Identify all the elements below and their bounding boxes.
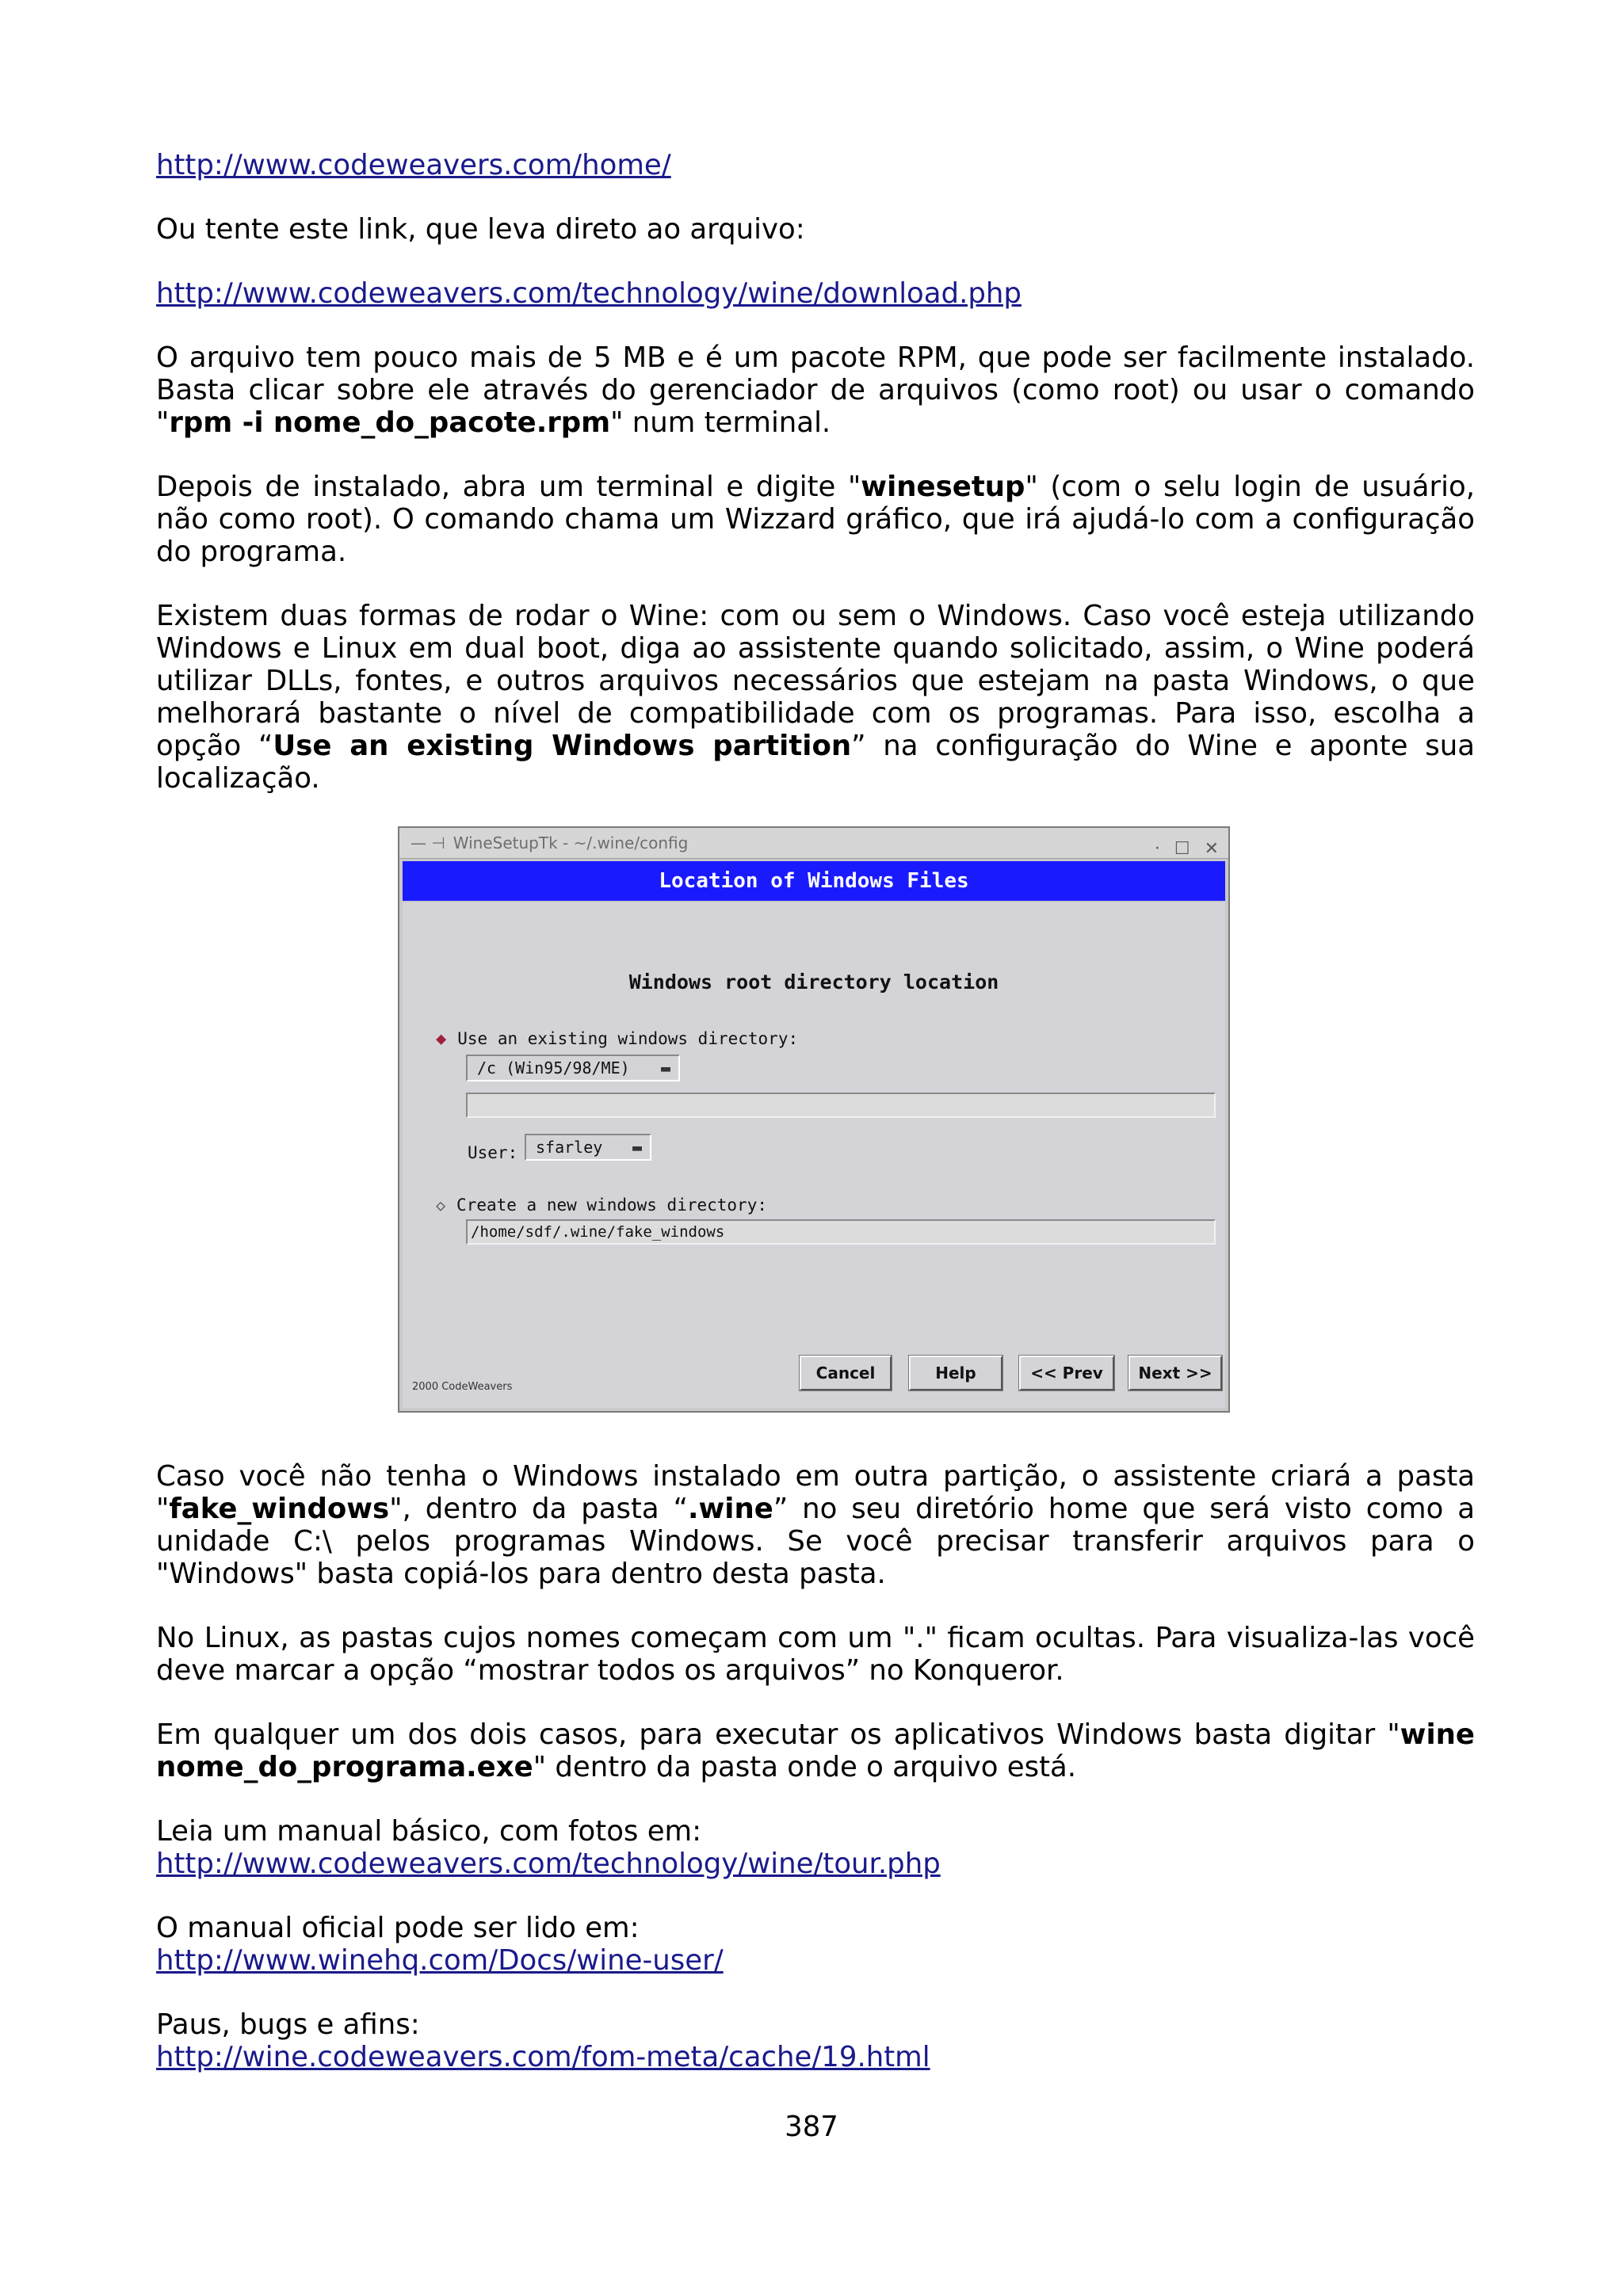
wizard-header: Location of Windows Files <box>403 861 1225 901</box>
command-rpm: rpm -i nome_do_pacote.rpm <box>169 406 611 439</box>
link-download[interactable]: http://www.codeweavers.com/technology/wine/download.php <box>156 277 1022 310</box>
paragraph-rpm-install <box>156 341 1475 439</box>
maximize-icon[interactable]: ☐ <box>1174 839 1190 859</box>
folder-wine: .wine <box>688 1493 773 1525</box>
paragraph-try-link: Ou tente este link, que leva direto ao arquivo: <box>156 213 805 246</box>
close-icon[interactable]: ✕ <box>1204 839 1219 859</box>
next-button[interactable]: Next >> <box>1128 1356 1222 1390</box>
existing-directory-path-input[interactable] <box>466 1093 1216 1118</box>
window-title: WineSetupTk - ~/.wine/config <box>453 833 689 852</box>
folder-fake-windows: fake_windows <box>169 1493 390 1525</box>
cancel-button[interactable]: Cancel <box>800 1356 892 1390</box>
radio-existing-label: Use an existing windows directory: <box>457 1029 799 1048</box>
paragraph-fake-windows <box>156 1460 1475 1590</box>
text-fragment: O arquivo tem pouco mais de 5 MB e é um pacote RPM, que pode ser facilmente instalado. Basta clicar sobre ele através do gerenciador de arquivos (como root) ou usar o comando " <box>156 341 1475 439</box>
paragraph-two-ways <box>156 600 1475 795</box>
link-manual[interactable]: http://www.winehq.com/Docs/wine-user/ <box>156 1944 724 1977</box>
radio-selected-icon: ◆ <box>436 1029 447 1049</box>
radio-unselected-icon: ◇ <box>436 1196 446 1215</box>
radio-create-label: Create a new windows directory: <box>456 1196 767 1215</box>
dropdown-arrow-icon: ▬ <box>632 1137 642 1157</box>
dropdown-arrow-icon: ▬ <box>660 1058 670 1077</box>
minimize-icon[interactable]: · <box>1154 839 1160 859</box>
new-directory-path-input[interactable] <box>466 1219 1216 1245</box>
text-fragment: " dentro da pasta onde o arquivo está. <box>533 1751 1077 1783</box>
text-fragment: " num terminal. <box>610 406 831 439</box>
help-button[interactable]: Help <box>909 1356 1002 1390</box>
winesetup-window <box>398 826 1230 1413</box>
paragraph-winesetup <box>156 471 1475 568</box>
option-existing-partition: Use an existing Windows partition <box>273 730 852 762</box>
window-titlebar <box>399 828 1228 859</box>
paragraph-bugs <box>156 2008 1475 2073</box>
link-codeweavers-home[interactable]: http://www.codeweavers.com/home/ <box>156 149 671 181</box>
text-fragment: " (com o selu login de usuário, não como root). O comando chama um Wizzard gráfico, que irá ajudá-lo com a configuração do programa. <box>156 471 1475 568</box>
tour-intro: Leia um manual básico, com fotos em: <box>156 1815 702 1848</box>
paragraph-run-apps <box>156 1718 1475 1783</box>
text-fragment: Existem duas formas de rodar o Wine: com ou sem o Windows. Caso você esteja utilizando Windows e Linux em dual boot, diga ao assistente quando solicitado, assim, o Wine poderá utilizar DLLs, fontes, e outros arquivos necessários que estejam na pasta Windows, o que melhorará bastante o nível de compatibilidade com os programas. Para isso, escolha a opção “ <box>156 600 1475 762</box>
text-fragment: ” no seu diretório home que será visto como a unidade C:\ pelos programas Windows. Se você precisar transferir arquivos para o "Windows" basta copiá-los para dentro desta pasta. <box>156 1493 1476 1590</box>
window-controls <box>1155 833 1219 865</box>
link-tour[interactable]: http://www.codeweavers.com/technology/wine/tour.php <box>156 1848 941 1880</box>
page-number: 387 <box>785 2111 838 2143</box>
prev-button[interactable]: << Prev <box>1019 1356 1114 1390</box>
screenshot-figure <box>156 826 1475 1421</box>
wizard-content <box>403 902 1225 1408</box>
codeweavers-credit: 2000 CodeWeavers <box>412 1381 513 1393</box>
dropdown-value: /c (Win95/98/ME) <box>477 1058 630 1077</box>
paragraph-download-link <box>156 277 1475 310</box>
radio-existing-directory[interactable] <box>436 1023 798 1055</box>
paragraph-hidden-folders: No Linux, as pastas cujos nomes começam com um "." ficam ocultas. Para visualiza-las você deve marcar a opção “mostrar todos os arquivos” no Konqueror. <box>156 1622 1475 1687</box>
text-fragment: Caso você não tenha o Windows instalado em outra partição, o assistente criará a pasta " <box>156 1460 1475 1525</box>
paragraph-manual <box>156 1912 1475 1977</box>
new-directory-path-value: /home/sdf/.wine/fake_windows <box>471 1222 725 1241</box>
paragraph-tour <box>156 1815 1475 1880</box>
user-label: User: <box>468 1143 518 1162</box>
manual-intro: O manual oficial pode ser lido em: <box>156 1912 640 1944</box>
window-menu-icon[interactable]: — ⊣ <box>411 833 445 852</box>
document-body <box>156 149 1475 2105</box>
text-fragment: Em qualquer um dos dois casos, para executar os aplicativos Windows basta digitar " <box>156 1718 1400 1751</box>
link-bugs[interactable]: http://wine.codeweavers.com/fom-meta/cache/19.html <box>156 2041 930 2073</box>
paragraph-home-link <box>156 149 1475 181</box>
user-dropdown[interactable] <box>525 1134 651 1161</box>
bugs-intro: Paus, bugs e afins: <box>156 2008 420 2041</box>
command-wine-exe: wine nome_do_programa.exe <box>156 1718 1475 1783</box>
existing-directory-dropdown[interactable] <box>466 1055 680 1081</box>
dropdown-value: sfarley <box>536 1137 603 1157</box>
text-fragment: Depois de instalado, abra um terminal e digite " <box>156 471 861 503</box>
text-fragment: ", dentro da pasta “ <box>389 1493 689 1525</box>
command-winesetup: winesetup <box>861 471 1025 503</box>
text-fragment: ” na configuração do Wine e aponte sua localização. <box>156 730 1475 795</box>
wizard-subtitle: Windows root directory location <box>628 971 999 994</box>
